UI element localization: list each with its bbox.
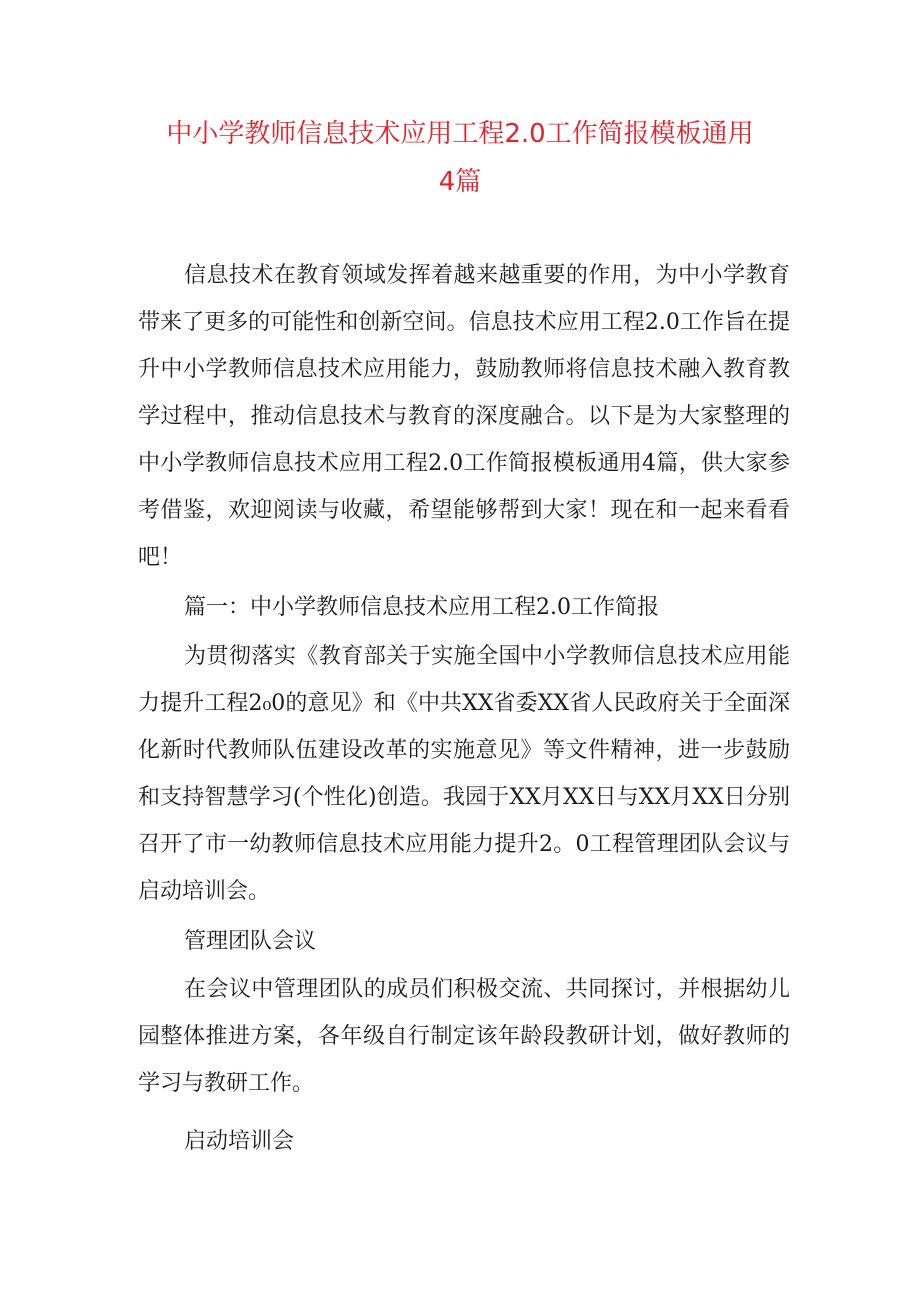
subheading-launch-training: 启动培训会 xyxy=(184,1129,295,1154)
intro-paragraph: 信息技术在教育领域发挥着越来越重要的作用，为中小学教育带来了更多的可能性和创新空间。信息技术应用工程2.0工作旨在提升中小学教师信息技术应用能力，鼓励教师将信息技术融入教育教学过程中，推动信息技术与教育的深度融合。以下是为大家整理的中小学教师信息技术应用工程2.0工作简报模板通用4篇，供大家参考借鉴，欢迎阅读与收藏，希望能够帮到大家！现在和一起来看看吧！ xyxy=(138,263,790,570)
section1-paragraph: 为贯彻落实《教育部关于实施全国中小学教师信息技术应用能力提升工程2₀0的意见》和《中共XX省委XX省人民政府关于全面深化新时代教师队伍建设改革的实施意见》等文件精神，进一步鼓励和支持智慧学习(个性化)创造。我园于XX月XX日与XX月XX日分别召开了市一幼教师信息技术应用能力提升2。0工程管理团队会议与启动培训会。 xyxy=(138,644,790,904)
document-title-line2: 4篇 xyxy=(438,167,482,197)
subheading-management-meeting: 管理团队会议 xyxy=(184,929,317,954)
document-title-line1: 中小学教师信息技术应用工程2.0工作简报模板通用 xyxy=(166,119,754,149)
management-meeting-paragraph: 在会议中管理团队的成员们积极交流、共同探讨，并根据幼儿园整体推进方案，各年级自行制定该年龄段教研计划，做好教师的学习与教研工作。 xyxy=(138,977,790,1096)
section1-heading: 篇一：中小学教师信息技术应用工程2.0工作简报 xyxy=(184,595,659,620)
